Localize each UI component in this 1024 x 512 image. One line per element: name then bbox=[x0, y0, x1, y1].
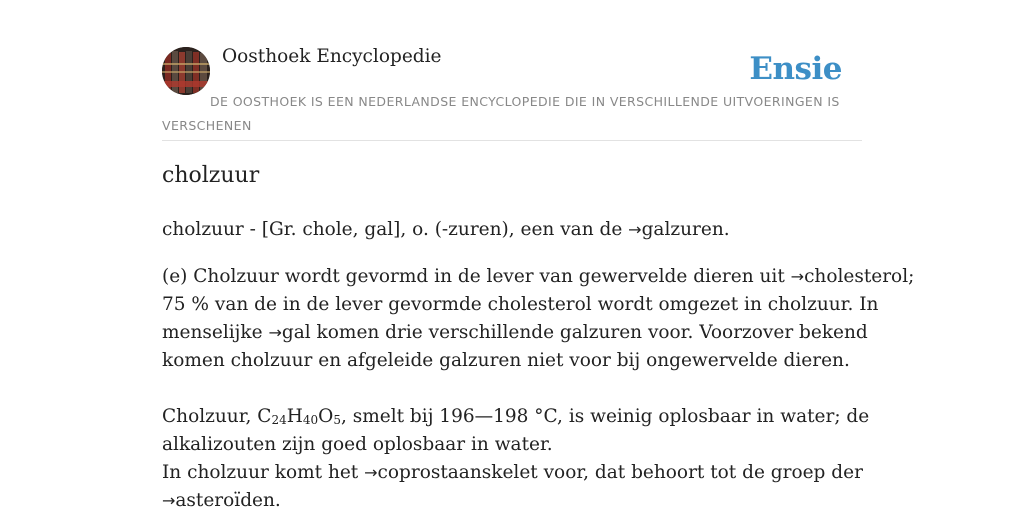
link-asteroiden[interactable] bbox=[162, 490, 275, 511]
definition-intro bbox=[162, 216, 730, 244]
paragraph-line: komen cholzuur en afgeleide galzuren niet voor bij ongewervelde dieren. bbox=[162, 350, 850, 371]
text-segment: H bbox=[286, 406, 303, 427]
link-coprostaanskelet[interactable] bbox=[364, 462, 538, 483]
arrow-right-icon: → bbox=[364, 463, 378, 482]
ensie-logo[interactable]: Ensie bbox=[749, 51, 842, 87]
text-segment: In cholzuur komt het bbox=[162, 462, 365, 483]
text-segment: (e) Cholzuur wordt gevormd in de lever van gewervelde dieren uit bbox=[162, 266, 791, 287]
formula-subscript: 5 bbox=[333, 413, 341, 427]
arrow-right-icon: → bbox=[162, 491, 176, 510]
formula-subscript: 40 bbox=[302, 413, 319, 427]
text-segment: Cholzuur, C bbox=[162, 406, 272, 427]
link-galzuren-label: galzuren bbox=[641, 219, 724, 240]
link-galzuren[interactable] bbox=[628, 219, 724, 240]
link-gal-label: gal bbox=[281, 322, 311, 343]
paragraph-line bbox=[162, 403, 914, 431]
paragraph-line: 75 % van de in de lever gevormde cholesterol wordt omgezet in cholzuur. In bbox=[162, 294, 879, 315]
text-segment: , smelt bij 196—198 °C, is weinig oplosbaar in water; de bbox=[340, 406, 870, 427]
link-cholesterol-label: cholesterol bbox=[804, 266, 909, 287]
link-gal[interactable] bbox=[268, 322, 310, 343]
paragraph-line bbox=[162, 459, 914, 487]
paragraph-line bbox=[162, 487, 914, 512]
text-segment: O bbox=[318, 406, 334, 427]
encyclopedia-books-avatar[interactable] bbox=[162, 47, 210, 95]
site-name[interactable]: Oosthoek Encyclopedie bbox=[222, 46, 442, 67]
paragraph-spacer bbox=[162, 375, 914, 403]
site-tagline: DE OOSTHOEK IS EEN NEDERLANDSE ENCYCLOPEDIE DIE IN VERSCHILLENDE UITVOERINGEN IS VERSCHENEN bbox=[162, 94, 840, 133]
arrow-right-icon: → bbox=[628, 220, 642, 239]
page-title: cholzuur bbox=[162, 163, 260, 188]
article-body bbox=[162, 263, 914, 512]
link-cholesterol[interactable] bbox=[791, 266, 908, 287]
intro-text-end: . bbox=[723, 219, 730, 240]
link-coprostaanskelet-label: coprostaanskelet bbox=[377, 462, 538, 483]
text-segment: komen drie verschillende galzuren voor. Voorzover bekend bbox=[310, 322, 868, 343]
text-segment: voor, dat behoort tot de groep der bbox=[537, 462, 863, 483]
paragraph-line bbox=[162, 263, 914, 291]
site-header bbox=[162, 0, 862, 141]
formula-subscript: 24 bbox=[271, 413, 287, 427]
text-segment: menselijke bbox=[162, 322, 269, 343]
paragraph-line bbox=[162, 319, 914, 347]
text-segment: ; bbox=[908, 266, 915, 287]
intro-text: cholzuur - [Gr. chole, gal], o. (-zuren), een van de bbox=[162, 219, 629, 240]
arrow-right-icon: → bbox=[790, 267, 805, 286]
arrow-right-icon: → bbox=[268, 323, 282, 342]
paragraph-line: alkalizouten zijn goed oplosbaar in water. bbox=[162, 434, 553, 455]
link-asteroiden-label: asteroïden bbox=[175, 490, 275, 511]
page-container bbox=[162, 0, 915, 511]
text-segment: . bbox=[274, 490, 281, 511]
